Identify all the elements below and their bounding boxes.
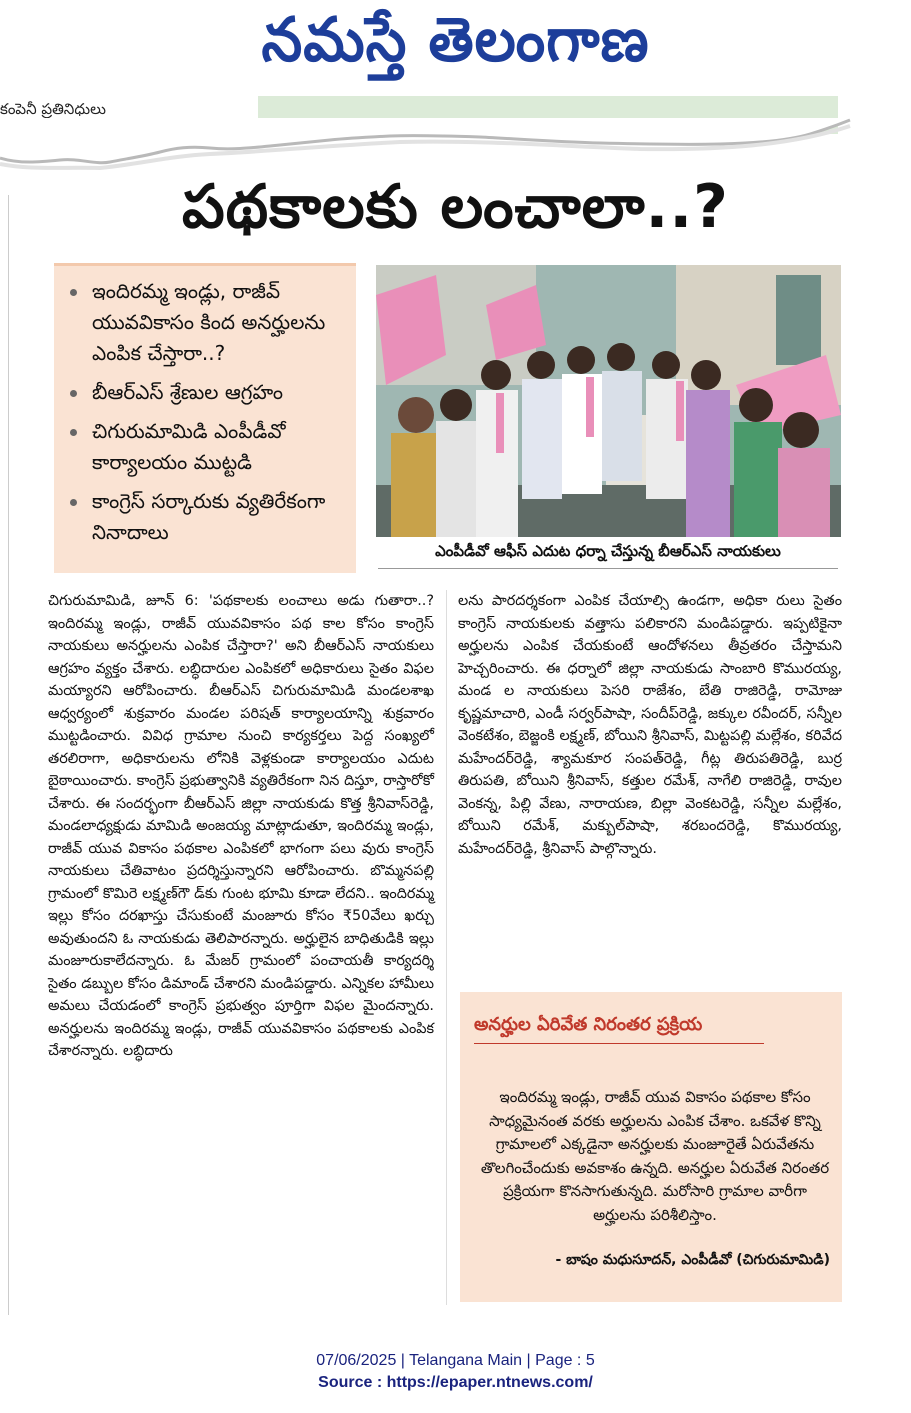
quote-box-body: ఇందిరమ్మ ఇండ్లు, రాజీవ్ యువ వికాసం పథకాల కోసం సాధ్యమైనంత వరకు అర్హులను ఎంపిక చేశాం. ఒకవేళ కొన్ని గ్రామాలలో ఎక్కడైనా అనర్హులకు మంజూరైతే ఏరువేతను తొలగించేందుకు అవకాశం ఉన్నది. అనర్హుల ఏరువేత నిరంతర ప్రక్రియగా కొనసాగుతున్నది. మరోసారి గ్రామాల వారీగా అర్హులను పరిశీలిస్తాం.	[480, 1088, 830, 1224]
article-headline: పథకాలకు లంచాలా..?	[182, 172, 729, 242]
previous-story-text: కంపెనీ ప్రతినిధులు	[0, 100, 106, 118]
footer-dateline: 07/06/2025 | Telangana Main | Page : 5	[316, 1352, 595, 1369]
article-body-right-column	[458, 590, 842, 860]
photo-caption: ఎంపీడీవో ఆఫీస్ ఎదుట ధర్నా చేస్తున్న బీఆర్ఎస్ నాయకులు	[378, 542, 838, 569]
newspaper-logo: నమస్తే తెలంగాణ	[261, 3, 650, 76]
left-margin-rule	[8, 195, 9, 1315]
highlight-item: కాంగ్రెస్ సర్కారుకు వ్యతిరేకంగా నినాదాలు	[66, 486, 350, 548]
article-body-left-column	[48, 590, 434, 1063]
protest-photo-illustration	[376, 265, 841, 537]
torn-paper-edge	[0, 118, 911, 178]
article-paragraph: లను పారదర్శకంగా ఎంపిక చేయాల్సి ఉండగా, అధికా రులు సైతం కాంగ్రెస్ నాయకులకు వత్తాసు పలికారని మండిపడ్డారు. ఇప్పటికైనా అర్హులను ఎంపిక చేయకుంటే ఆందోళనలు తీవ్రతరం చేస్తామని హెచ్చరించారు. ఈ ధర్నాలో జిల్లా నాయకుడు సాంబారి కొమురయ్య, మండ ల నాయకులు పెసరి రాజేశం, బేతి రాజిరెడ్డి, రామోజు కృష్ణమాచారి, ఎండీ సర్వర్‌పాషా, సందీప్‌రెడ్డి, జక్కుల రవీందర్, సన్నీల వెంకటేశం, బెజ్జంకి లక్ష్మణ్, బోయిని శ్రీనివాస్, మిట్టపల్లి మల్లేశం, కరివేద మహేందర్‌రెడ్డి, శ్యామకూర సంపత్‌రెడ్డి, గీట్ల తిరుపతిరెడ్డి, బుర్ర తిరుపతి, బోయిని శ్రీనివాస్, కత్తుల రమేశ్, నాగేలి రాజిరెడ్డి, రావుల వెంకన్న, పిల్లి వేణు, నారాయణ, బిల్లా వెంకటరెడ్డి, సన్నీల మల్లేశం, బోయిని రమేశ్, మక్బుల్‌పాషా, శరబందరెడ్డి, కొమురయ్య, మహేందర్‌రెడ్డి, శ్రీనివాస్ పాల్గొన్నారు.	[458, 593, 842, 857]
highlight-item: ఇందిరమ్మ ఇండ్లు, రాజీవ్ యువవికాసం కింద అనర్హులను ఎంపిక చేస్తారా..?	[66, 276, 350, 369]
bullet-icon	[70, 289, 77, 296]
quote-attribution: - బాషం మధుసూదన్, ఎంపీడీవో (చిగురుమామిడి)	[555, 1252, 830, 1268]
footer-source: Source : https://epaper.ntnews.com/	[318, 1374, 593, 1391]
highlight-item: చిగురుమామిడి ఎంపీడీవో కార్యాలయం ముట్టడి	[66, 416, 350, 478]
column-divider	[446, 590, 447, 1305]
official-quote-box	[460, 992, 842, 1302]
quote-box-title: అనర్హుల ఏరివేత నిరంతర ప్రక్రియ	[474, 1014, 764, 1044]
bullet-icon	[70, 390, 77, 397]
masthead	[0, 0, 911, 90]
protest-photo	[376, 265, 841, 537]
page-footer	[0, 1350, 911, 1394]
highlight-item: బీఆర్ఎస్ శ్రేణుల ఆగ్రహం	[66, 377, 350, 408]
article-paragraph: చిగురుమామిడి, జూన్ 6: 'పథకాలకు లంచాలు అడు గుతారా..? ఇందిరమ్మ ఇండ్లు, రాజీవ్ యువవికాసం పథ కాల కోసం కాంగ్రెస్ నాయకులు అనర్హులను ఎంపిక చేస్తారా?' అని బీఆర్ఎస్ నాయకులు ఆగ్రహం వ్యక్తం చేశారు. లబ్ధిదారుల ఎంపికలో అధికారులు సైతం విఫల మయ్యారని ఆరోపించారు. బీఆర్ఎస్ చిగురుమామిడి మండలశాఖ ఆధ్వర్యంలో శుక్రవారం మండల పరిషత్ కార్యాలయాన్ని శుక్రవారం ముట్టడించారు. వివిధ గ్రామాల నుంచి కార్యకర్తలు పెద్ద సంఖ్యలో తరలిరాగా, అధికారులను లోనికి వెళ్లకుండా కార్యాలయం ఎదుట బైఠాయించారు. కాంగ్రెస్ ప్రభుత్వానికి వ్యతిరేకంగా నిన దిస్తూ, రాస్తారోకో చేశారు. ఈ సందర్భంగా బీఆర్ఎస్ జిల్లా నాయకుడు కొత్త శ్రీనివాస్‌రెడ్డి, మండలాధ్యక్షుడు మామిడి అంజయ్య మాట్లాడుతూ, ఇందిరమ్మ ఇండ్లు, రాజీవ్ యువ వికాసం పథకాల ఎంపికలో భాగంగా పలు వురు కాంగ్రెస్ నాయకులు చేతివాటం ప్రదర్శిస్తున్నారని ఆరోపించారు. బొమ్మనపల్లి గ్రామంలో కొమిరె లక్ష్మణ్‌గౌ డ్‌కు గుంట భూమి కూడా లేదని.. ఇందిరమ్మ ఇల్లు కోసం దరఖాస్తు చేసుకుంటే మంజూరు కోసం ₹50వేలు ఖర్చు అవుతుందని ఓ నాయకుడు తెలిపారన్నారు. అర్హులైన బాధితుడికి ఇల్లు మంజూరుకాలేదన్నారు. ఓ మేజర్ గ్రామంలో పంచాయతీ కార్యదర్శి సైతం డబ్బుల కోసం డిమాండ్ చేశారని మండిపడ్డారు. ఎన్నికల హామీలు అమలు చేయడంలో కాంగ్రెస్ ప్రభుత్వం పూర్తిగా విఫల మైందన్నారు. అనర్హులను ఇందిరమ్మ ఇండ్లు, రాజీవ్ యువవికాసం పథకాలకు ఎంపిక చేశారన్నారు. లబ్ధిదారు	[48, 593, 434, 1059]
highlights-box	[54, 263, 356, 573]
bullet-icon	[70, 429, 77, 436]
bullet-icon	[70, 499, 77, 506]
